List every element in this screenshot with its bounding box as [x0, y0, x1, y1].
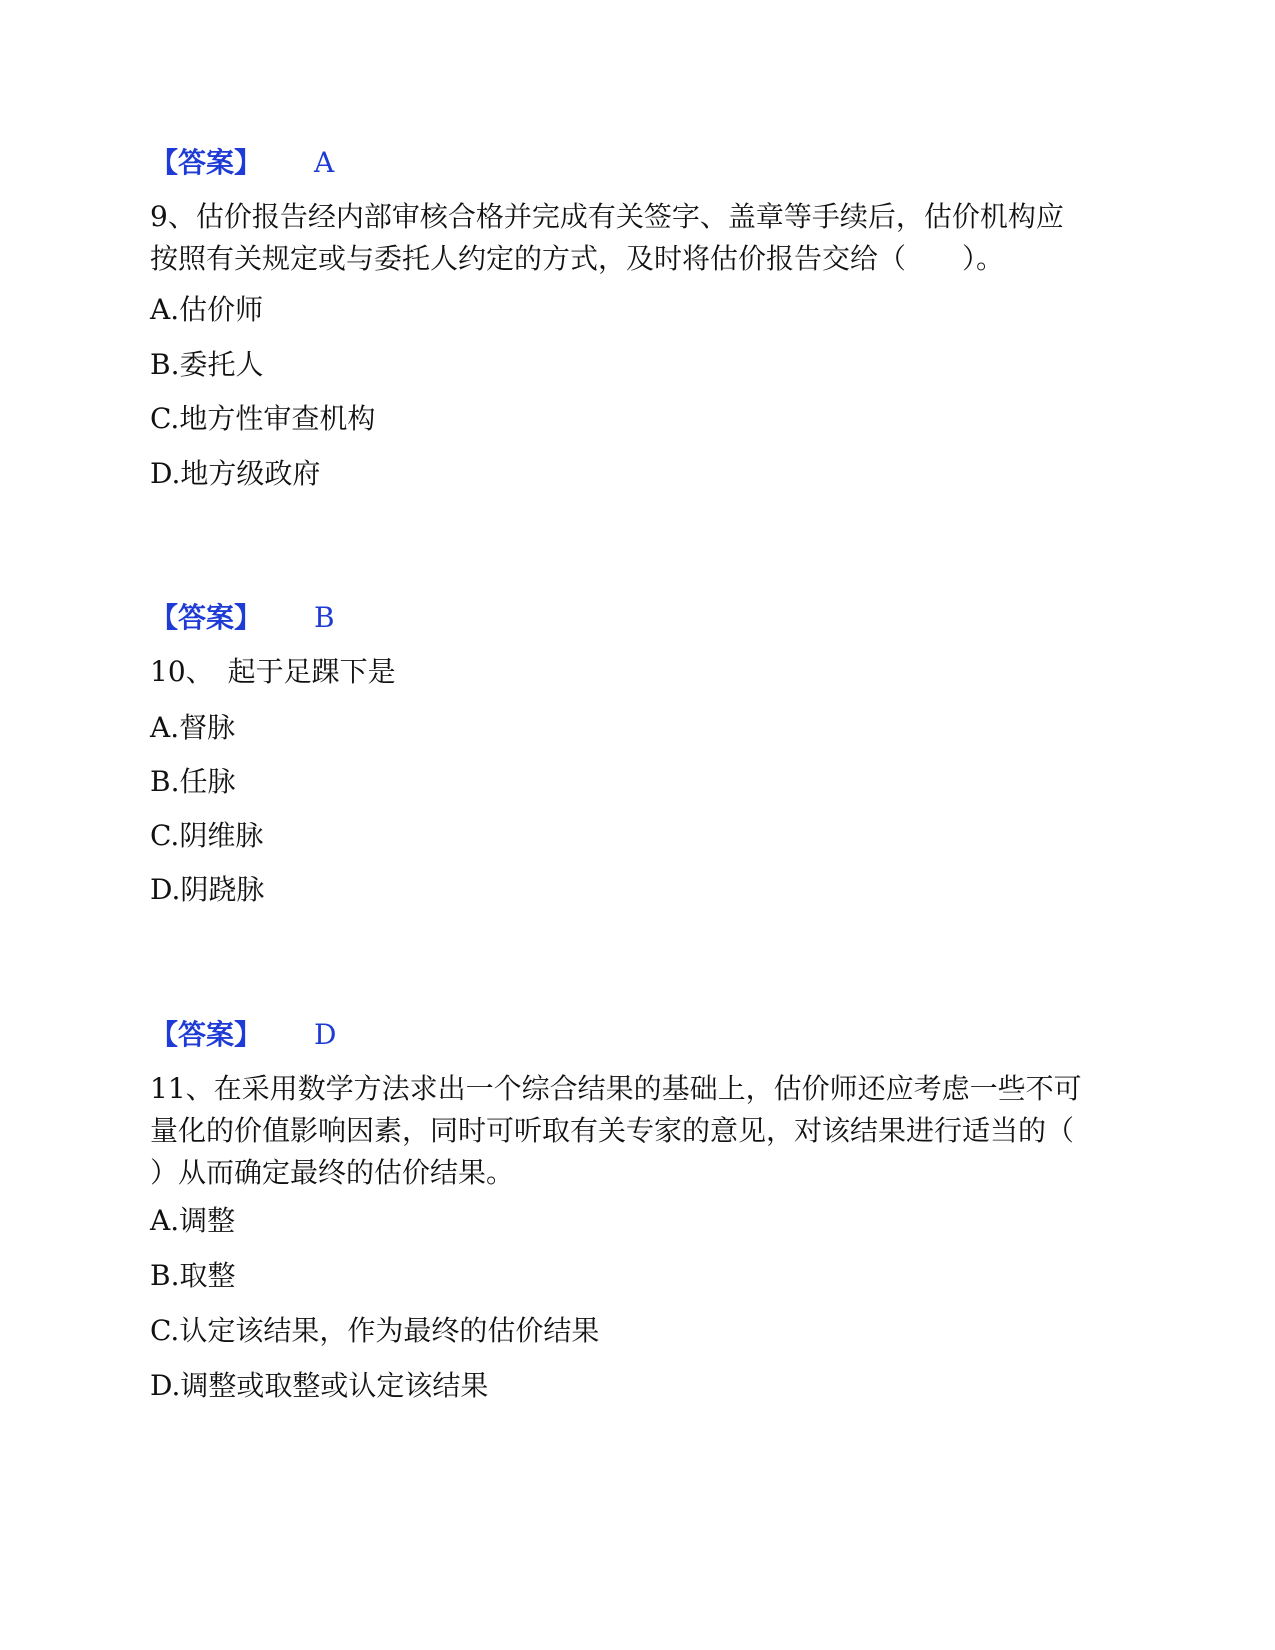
option-d: D.阴跷脉	[150, 873, 265, 906]
question-line: 量化的价值影响因素，同时可听取有关专家的意见，对该结果进行适当的（	[150, 1114, 1075, 1147]
option-b: B.任脉	[150, 765, 236, 798]
option-a: A.督脉	[150, 711, 236, 744]
option-b: B.取整	[150, 1259, 236, 1292]
answer-value: A	[314, 146, 335, 179]
answer-label: 【答案】	[150, 146, 263, 179]
option-a: A.估价师	[150, 293, 264, 326]
question-11	[150, 1068, 1130, 1194]
question-line: 10、 起于足踝下是	[150, 655, 396, 688]
option-d: D.地方级政府	[150, 457, 321, 490]
answer-line	[150, 145, 334, 181]
answer-label: 【答案】	[150, 601, 263, 634]
option-c: C.认定该结果，作为最终的估价结果	[150, 1314, 600, 1347]
answer-label: 【答案】	[150, 1018, 263, 1051]
option-a: A.调整	[150, 1204, 236, 1237]
question-line: 11、在采用数学方法求出一个综合结果的基础上，估价师还应考虑一些不可	[150, 1072, 1082, 1105]
question-line: 9、估价报告经内部审核合格并完成有关签字、盖章等手续后，估价机构应	[150, 200, 1064, 233]
option-d: D.调整或取整或认定该结果	[150, 1369, 489, 1402]
answer-value: D	[314, 1018, 337, 1051]
question-10	[150, 651, 1130, 693]
option-c: C.阴维脉	[150, 819, 264, 852]
question-9	[150, 196, 1130, 280]
answer-line	[150, 1017, 336, 1053]
question-line: 按照有关规定或与委托人约定的方式，及时将估价报告交给（ ）。	[150, 242, 1005, 275]
answer-line	[150, 600, 335, 636]
question-line: ）从而确定最终的估价结果。	[150, 1156, 515, 1189]
answer-value: B	[314, 601, 335, 634]
option-c: C.地方性审查机构	[150, 402, 376, 435]
option-b: B.委托人	[150, 348, 264, 381]
